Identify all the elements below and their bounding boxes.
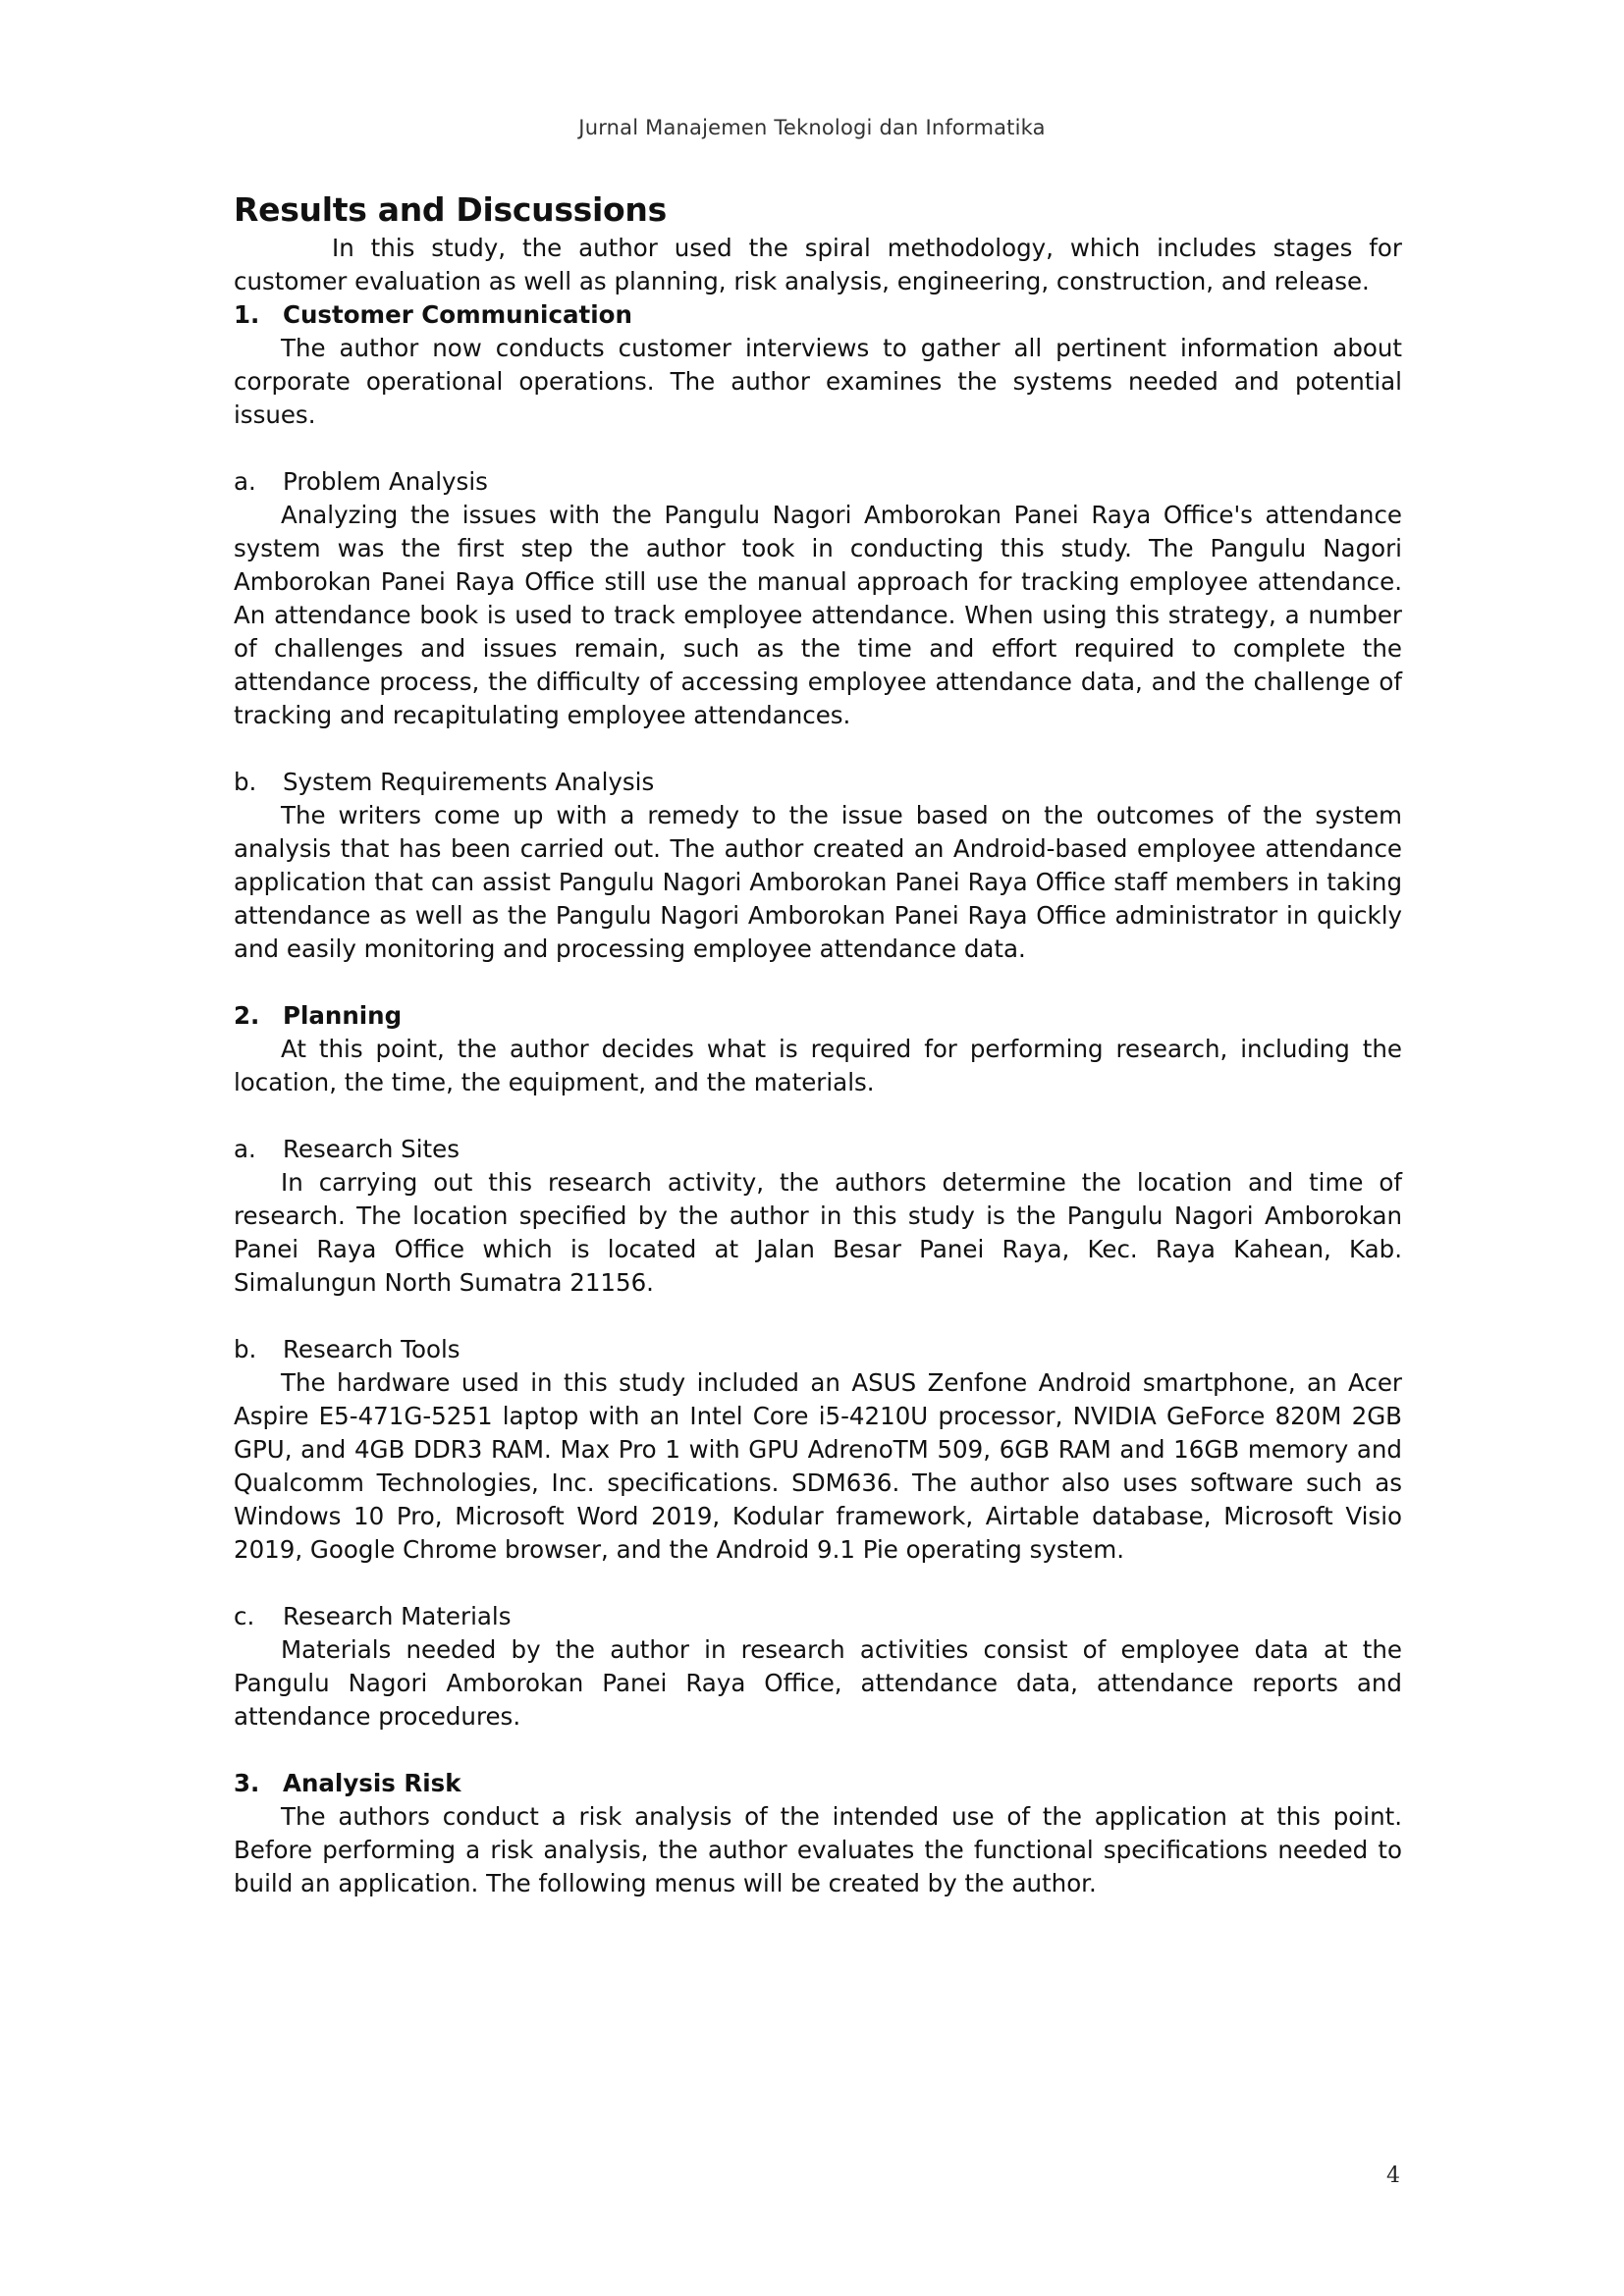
subheading-letter: a. — [234, 467, 256, 496]
spacer — [234, 1300, 1402, 1333]
heading-customer-communication — [234, 298, 1402, 332]
planning-paragraph: At this point, the author decides what is required for performing research, including the location, the time, the equipment, and the materials. — [234, 1035, 1402, 1096]
heading-planning — [234, 999, 1402, 1033]
problem-analysis-paragraph: Analyzing the issues with the Pangulu Nagori Amborokan Panei Raya Office's attendance system was the first step the author took in conducting this study. The Pangulu Nagori Amborokan Panei Raya Office still use the manual approach for tracking employee attendance. An attendance book is used to track employee attendance. When using this strategy, a number of challenges and issues remain, such as the time and effort required to complete the attendance process, the difficulty of accessing employee attendance data, and the challenge of tracking and recapitulating employee attendances. — [234, 501, 1402, 729]
spacer — [234, 1734, 1402, 1767]
subheading-letter: a. — [234, 1135, 256, 1163]
subheading-title: Research Sites — [283, 1135, 460, 1163]
spacer — [234, 432, 1402, 465]
heading-title: Analysis Risk — [283, 1769, 461, 1797]
subheading-title: Problem Analysis — [283, 467, 488, 496]
heading-number: 1. — [234, 300, 260, 329]
spacer — [234, 732, 1402, 766]
spacer — [234, 1567, 1402, 1600]
heading-title: Customer Communication — [283, 300, 632, 329]
subheading-title: Research Materials — [283, 1602, 512, 1630]
subheading-research-tools — [234, 1333, 1402, 1366]
heading-number: 2. — [234, 1001, 260, 1030]
customer-communication-paragraph: The author now conducts customer interviews to gather all pertinent information about corporate operational operations. The author examines the systems needed and potential issues. — [234, 334, 1402, 429]
heading-number: 3. — [234, 1769, 260, 1797]
research-sites-paragraph: In carrying out this research activity, the authors determine the location and time of research. The location specified by the author in this study is the Pangulu Nagori Amborokan Panei Raya Office which is located at Jalan Besar Panei Raya, Kec. Raya Kahean, Kab. Simalungun North Sumatra 21156. — [234, 1168, 1402, 1297]
subheading-title: Research Tools — [283, 1335, 460, 1363]
subheading-letter: c. — [234, 1602, 255, 1630]
subheading-letter: b. — [234, 1335, 257, 1363]
system-requirements-paragraph: The writers come up with a remedy to the issue based on the outcomes of the system analysis that has been carried out. The author created an Android-based employee attendance application that can assist Pangulu Nagori Amborokan Panei Raya Office staff members in taking attendance as well as the Pangulu Nagori Amborokan Panei Raya Office administrator in quickly and easily monitoring and processing employee attendance data. — [234, 801, 1402, 963]
section-title: Results and Discussions — [234, 190, 667, 229]
main-content — [234, 188, 1402, 1900]
spacer — [234, 1099, 1402, 1133]
running-header: Jurnal Manajemen Teknologi dan Informatika — [578, 116, 1046, 139]
analysis-risk-paragraph: The authors conduct a risk analysis of the intended use of the application at this point. Before performing a risk analysis, the author evaluates the functional specifications needed to build an application. The following menus will be created by the author. — [234, 1802, 1402, 1897]
subheading-title: System Requirements Analysis — [283, 768, 655, 796]
intro-paragraph: In this study, the author used the spiral methodology, which includes stages for customer evaluation as well as planning, risk analysis, engineering, construction, and release. — [234, 234, 1402, 295]
subheading-letter: b. — [234, 768, 257, 796]
heading-title: Planning — [283, 1001, 403, 1030]
subheading-system-requirements — [234, 766, 1402, 799]
subheading-research-materials — [234, 1600, 1402, 1633]
spacer — [234, 966, 1402, 999]
heading-analysis-risk — [234, 1767, 1402, 1800]
subheading-problem-analysis — [234, 465, 1402, 499]
research-materials-paragraph: Materials needed by the author in research activities consist of employee data at the Pangulu Nagori Amborokan Panei Raya Office, attendance data, attendance reports and attendance procedures. — [234, 1635, 1402, 1731]
research-tools-paragraph: The hardware used in this study included an ASUS Zenfone Android smartphone, an Acer Aspire E5-471G-5251 laptop with an Intel Core i5-4210U processor, NVIDIA GeForce 820M 2GB GPU, and 4GB DDR3 RAM. Max Pro 1 with GPU AdrenoTM 509, 6GB RAM and 16GB memory and Qualcomm Technologies, Inc. specifications. SDM636. The author also uses software such as Windows 10 Pro, Microsoft Word 2019, Kodular framework, Airtable database, Microsoft Visio 2019, Google Chrome browser, and the Android 9.1 Pie operating system. — [234, 1368, 1402, 1564]
subheading-research-sites — [234, 1133, 1402, 1166]
page-number: 4 — [1386, 2163, 1400, 2188]
